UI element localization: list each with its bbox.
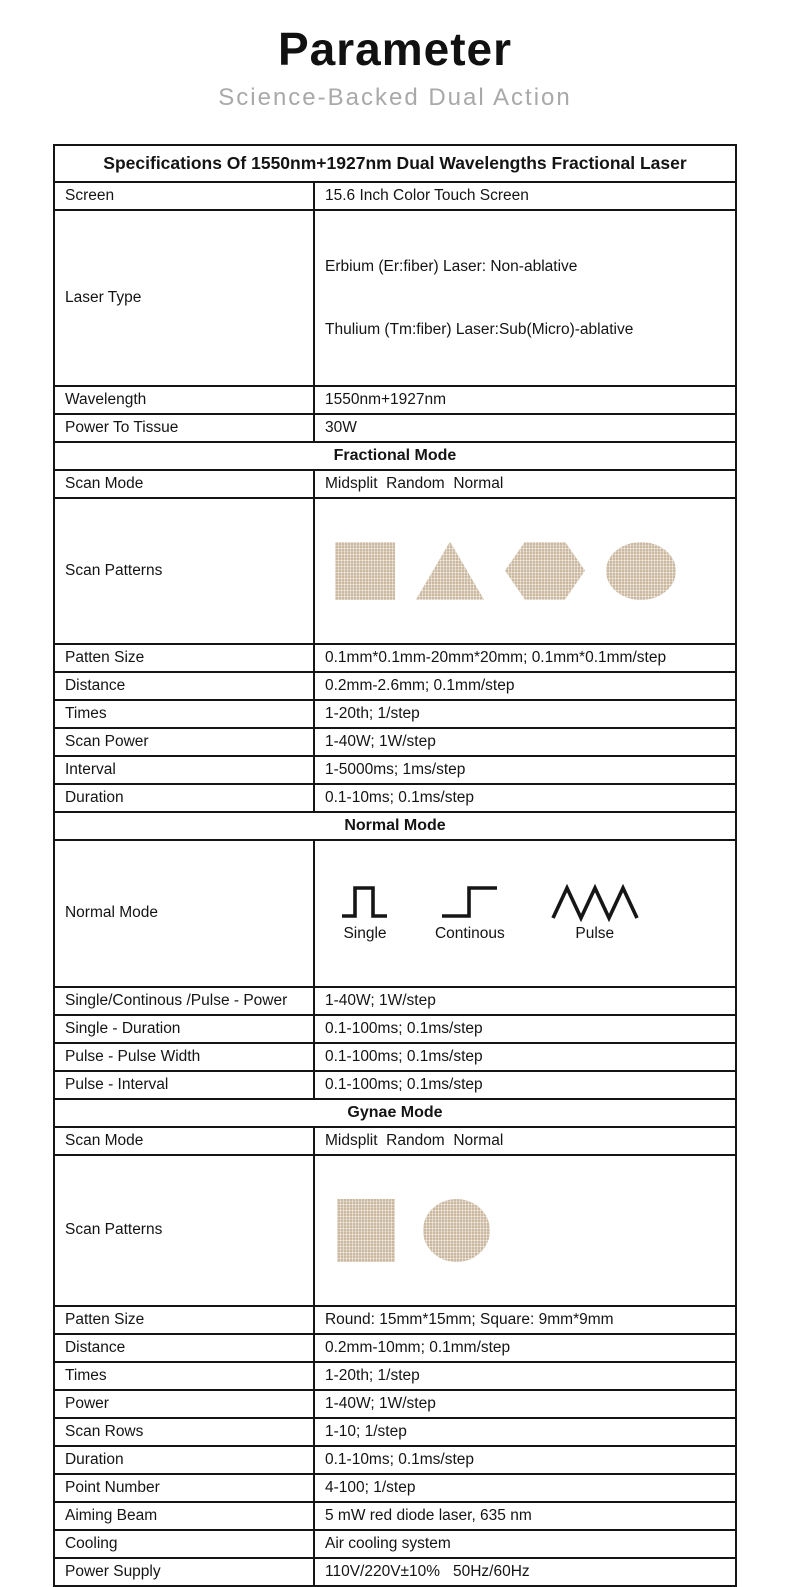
- spec-label: Interval: [54, 756, 314, 784]
- table-row: [54, 470, 736, 498]
- spec-label: Cooling: [54, 1530, 314, 1558]
- gynae-scan-pattern-shapes: [325, 1199, 725, 1262]
- table-title: Specifications Of 1550nm+1927nm Dual Wavelengths Fractional Laser: [54, 145, 736, 182]
- spec-label: Aiming Beam: [54, 1502, 314, 1530]
- spec-value: 0.1-100ms; 0.1ms/step: [314, 1071, 736, 1099]
- spec-value: 1-5000ms; 1ms/step: [314, 756, 736, 784]
- continous-waveform-block: [435, 884, 505, 943]
- spec-value: 0.1-100ms; 0.1ms/step: [314, 1043, 736, 1071]
- table-row: [54, 700, 736, 728]
- spec-label: Duration: [54, 784, 314, 812]
- normal-mode-waveforms: [325, 884, 725, 943]
- table-row: [54, 1502, 736, 1530]
- spec-value: 0.1-100ms; 0.1ms/step: [314, 1015, 736, 1043]
- spec-label: Normal Mode: [54, 840, 314, 987]
- triangle-pattern-icon: [416, 542, 484, 600]
- spec-value: 110V/220V±10% 50Hz/60Hz: [314, 1558, 736, 1586]
- spec-label: Scan Patterns: [54, 498, 314, 644]
- spec-value: 0.1mm*0.1mm-20mm*20mm; 0.1mm*0.1mm/step: [314, 644, 736, 672]
- table-row: [54, 1530, 736, 1558]
- table-row: [54, 1334, 736, 1362]
- fractional-scan-pattern-shapes: [325, 542, 725, 600]
- hexagon-pattern-icon: [505, 542, 585, 600]
- spec-value: 1550nm+1927nm: [314, 386, 736, 414]
- spec-value: 5 mW red diode laser, 635 nm: [314, 1502, 736, 1530]
- spec-value: Round: 15mm*15mm; Square: 9mm*9mm: [314, 1306, 736, 1334]
- single-pulse-waveform-icon: [341, 884, 389, 922]
- section-header-row: [54, 442, 736, 470]
- spec-label: Pulse - Interval: [54, 1071, 314, 1099]
- spec-value: Air cooling system: [314, 1530, 736, 1558]
- section-title-normal: Normal Mode: [54, 812, 736, 840]
- spec-label: Distance: [54, 1334, 314, 1362]
- specifications-table: [53, 144, 737, 1587]
- section-header-row: [54, 1099, 736, 1127]
- spec-label: Times: [54, 1362, 314, 1390]
- title-block: [0, 0, 790, 112]
- spec-value: [314, 840, 736, 987]
- spec-label: Distance: [54, 672, 314, 700]
- spec-label: Patten Size: [54, 644, 314, 672]
- spec-label: Patten Size: [54, 1306, 314, 1334]
- spec-label: Times: [54, 700, 314, 728]
- page-title: Parameter: [277, 23, 513, 75]
- spec-value: 0.2mm-10mm; 0.1mm/step: [314, 1334, 736, 1362]
- spec-label: Single - Duration: [54, 1015, 314, 1043]
- section-title-fractional: Fractional Mode: [54, 442, 736, 470]
- table-row: [54, 498, 736, 644]
- page-subtitle: Science-Backed Dual Action: [218, 83, 572, 111]
- table-row: [54, 756, 736, 784]
- single-waveform-label: Single: [343, 924, 387, 942]
- spec-value: 0.1-10ms; 0.1ms/step: [314, 1446, 736, 1474]
- table-row: [54, 1558, 736, 1586]
- pulse-waveform-label: Pulse: [575, 924, 615, 942]
- spec-value: [314, 1155, 736, 1306]
- square-pattern-icon: [335, 542, 395, 600]
- spec-value: 30W: [314, 414, 736, 442]
- pulse-zigzag-waveform-icon: [551, 884, 639, 922]
- spec-value: 1-20th; 1/step: [314, 1362, 736, 1390]
- table-row: [54, 1418, 736, 1446]
- table-row: [54, 672, 736, 700]
- spec-value: Midsplit Random Normal: [314, 1127, 736, 1155]
- table-row: [54, 1155, 736, 1306]
- table-row: [54, 1015, 736, 1043]
- spec-value: [314, 210, 736, 386]
- spec-label: Scan Rows: [54, 1418, 314, 1446]
- table-row: [54, 182, 736, 210]
- table-row: [54, 1043, 736, 1071]
- spec-value: 1-20th; 1/step: [314, 700, 736, 728]
- spec-label: Pulse - Pulse Width: [54, 1043, 314, 1071]
- table-row: [54, 1390, 736, 1418]
- spec-label: Scan Mode: [54, 1127, 314, 1155]
- pulse-waveform-block: [551, 884, 639, 943]
- section-title-gynae: Gynae Mode: [54, 1099, 736, 1127]
- spec-label: Scan Patterns: [54, 1155, 314, 1306]
- round-pattern-icon: [423, 1199, 490, 1262]
- table-row: [54, 414, 736, 442]
- spec-value: 0.2mm-2.6mm; 0.1mm/step: [314, 672, 736, 700]
- table-row: [54, 644, 736, 672]
- table-row: [54, 210, 736, 386]
- spec-label: Screen: [54, 182, 314, 210]
- single-waveform-block: [341, 884, 389, 943]
- spec-label: Single/Continous /Pulse - Power: [54, 987, 314, 1015]
- spec-value: Midsplit Random Normal: [314, 470, 736, 498]
- laser-type-line1: Erbium (Er:fiber) Laser: Non-ablative: [324, 257, 578, 275]
- round-pattern-icon: [606, 542, 676, 600]
- laser-type-line2: Thulium (Tm:fiber) Laser:Sub(Micro)-ablative: [324, 320, 634, 338]
- spec-value: [314, 498, 736, 644]
- spec-label: Power: [54, 1390, 314, 1418]
- spec-value: 1-40W; 1W/step: [314, 728, 736, 756]
- spec-label: Scan Power: [54, 728, 314, 756]
- spec-value: 1-10; 1/step: [314, 1418, 736, 1446]
- table-row: [54, 1362, 736, 1390]
- continuous-step-waveform-icon: [441, 884, 499, 922]
- table-row: [54, 840, 736, 987]
- table-row: [54, 1446, 736, 1474]
- continous-waveform-label: Continous: [434, 924, 505, 942]
- spec-label: Scan Mode: [54, 470, 314, 498]
- table-row: [54, 1306, 736, 1334]
- section-header-row: [54, 812, 736, 840]
- square-pattern-icon: [337, 1199, 395, 1262]
- spec-value: 0.1-10ms; 0.1ms/step: [314, 784, 736, 812]
- table-row: [54, 386, 736, 414]
- spec-value: 15.6 Inch Color Touch Screen: [314, 182, 736, 210]
- table-row: [54, 1071, 736, 1099]
- spec-value: 1-40W; 1W/step: [314, 1390, 736, 1418]
- table-row: [54, 987, 736, 1015]
- spec-label: Power Supply: [54, 1558, 314, 1586]
- table-row: [54, 784, 736, 812]
- spec-label: Laser Type: [54, 210, 314, 386]
- spec-label: Wavelength: [54, 386, 314, 414]
- spec-value: 4-100; 1/step: [314, 1474, 736, 1502]
- spec-label: Duration: [54, 1446, 314, 1474]
- table-row: [54, 1474, 736, 1502]
- spec-label: Point Number: [54, 1474, 314, 1502]
- table-row: [54, 728, 736, 756]
- table-row: [54, 1127, 736, 1155]
- spec-value: 1-40W; 1W/step: [314, 987, 736, 1015]
- spec-label: Power To Tissue: [54, 414, 314, 442]
- table-header-row: [54, 145, 736, 182]
